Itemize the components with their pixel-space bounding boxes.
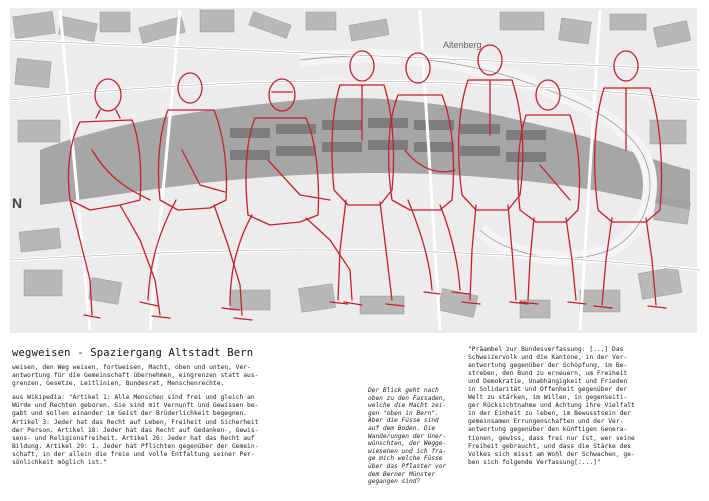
middle-note-column	[368, 387, 460, 492]
preamble-paragraph: "Präambel zur Bundesverfassung: [...] Das Schweizervolk und die Kantone, in der Ver- antwortung gegenüber der Schöpfung, im Be- streben, den Bund zu erneuern, um Freiheit und Demokratie, Unabhängigkeit und Frieden in Solidarität und Offenheit gegenüber der Welt zu stärken, im Willen, in gegenseiti- ger Rücksichtnahme und Achtung ihre Vielfalt in der Einheit zu leben, im Bewusstsein der gemeinsamen Errungenschaften und der Ver- antwortung gegenüber den künftigen Genera- tionen, gewiss, dass frei nur ist, wer seine Freiheit gebraucht, und dass die Stärke des Volkes sich misst am Wohl der Schwachen, ge- ben sich folgende Verfassung[:...]"	[468, 346, 635, 466]
page-title: wegweisen - Spaziergang Altstadt Bern	[12, 347, 254, 359]
map-north-letter: N	[12, 195, 23, 211]
middle-note-paragraph: Der Blick geht nach oben zu den Fassaden, welche die Macht zei- gen "oben in Bern". Aber die Füsse sind auf dem Boden. Die Wanderungen der Uner- wünschten, der Wegge- wiesenen und ich fra- ge mich welche Füsse über das Pflaster vor dem Berner Münster gegangen sind?	[368, 387, 447, 486]
left-text-column	[12, 364, 364, 473]
map-label-altenberg: Altenberg	[443, 40, 482, 50]
wikipedia-quote-paragraph: aus Wikipedia: "Artikel 1: Alle Menschen sind frei und gleich an Würde und Rechten geboren. Sie sind mit Vernunft und Gewissen be- gabt und sollen einander im Geist der Brüderlichkeit begegnen. Artikel 3: Jeder hat das Recht auf Leben, Freiheit und Sicherheit der Person. Artikel 18: Jeder hat das Recht auf Gedanken-, Gewis- sens- und Religionsfreiheit. Artikel 26: Jeder hat das Recht auf Bildung. Artikel 29: 1. Jeder hat Pflichten gegenüber der Gemein- schaft, in der allein die freie und volle Entfaltung seiner Per- sönlichkeit möglich ist."	[12, 394, 259, 467]
right-text-column	[468, 346, 702, 473]
intro-paragraph: weisen, den Weg weisen, fortweisen, Macht, oben und unten, Ver- antwortung für die Gemeinschaft übernehmen, eingrenzen statt aus- grenzen, Gesetze, Leitlinien, Bundesrat, Menschenrechte.	[12, 364, 259, 388]
